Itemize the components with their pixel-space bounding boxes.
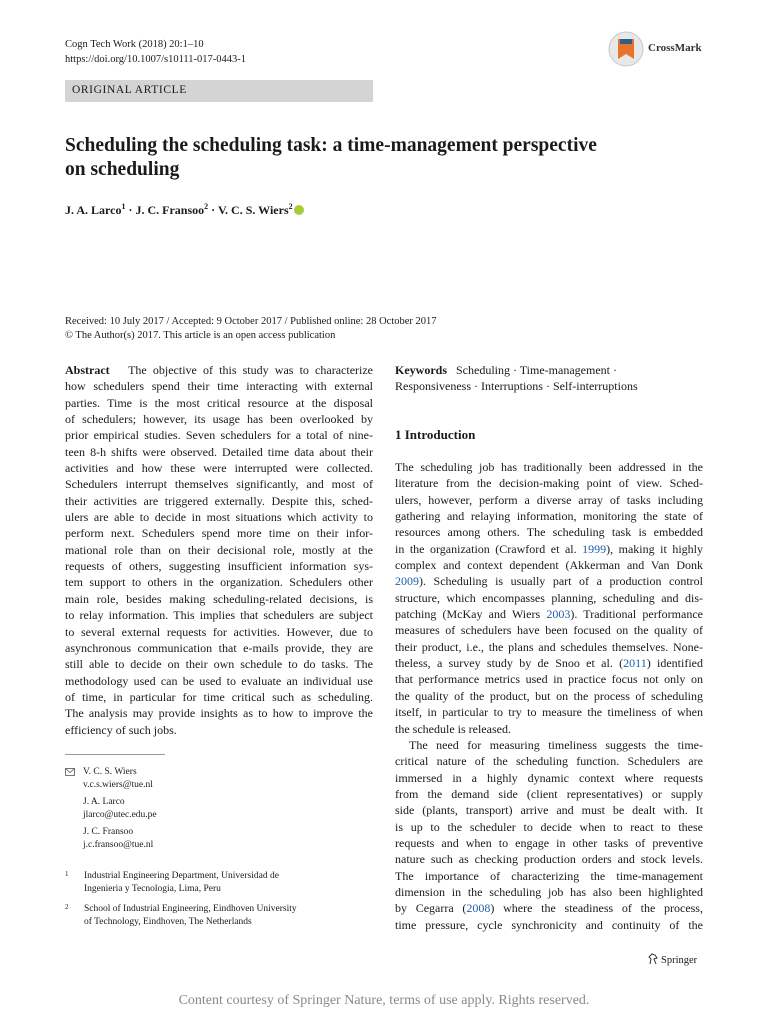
springer-horse-icon bbox=[648, 953, 658, 965]
abstract-line: to relay information. This implies that schedulers are subject bbox=[65, 608, 373, 623]
intro-line bbox=[395, 835, 703, 851]
intro-line bbox=[395, 802, 703, 818]
contact-name: J. A. Larco bbox=[83, 797, 125, 807]
crossmark-badge[interactable] bbox=[608, 31, 708, 69]
affiliation-number: 2 bbox=[65, 903, 69, 911]
intro-text: ). Scheduling is usually part of a production control bbox=[419, 574, 703, 589]
intro-text: The scheduling job has traditionally been addressed in the bbox=[395, 460, 703, 474]
affiliation-marker: 1 bbox=[121, 202, 126, 211]
intro-text: by Cegarra ( bbox=[395, 901, 467, 916]
intro-text: dimension in the scheduling job has also been highlighted bbox=[395, 884, 703, 899]
intro-text: patching (McKay and Wiers bbox=[395, 607, 547, 622]
footnote-rule bbox=[65, 754, 165, 755]
author-name[interactable]: V. C. S. Wiers bbox=[217, 203, 289, 217]
intro-line bbox=[395, 770, 703, 786]
intro-text: requests and when to engage in other tasks of preventive bbox=[395, 835, 703, 850]
intro-text: The importance of characterizing the time-management bbox=[395, 868, 703, 883]
affiliation-text: of Technology, Eindhoven, The Netherlands bbox=[84, 917, 252, 927]
abstract-line: activities and how these were interrupted were collected. bbox=[65, 461, 373, 476]
intro-text: The need for measuring timeliness suggests the time- bbox=[409, 737, 703, 752]
keywords-line bbox=[395, 362, 703, 378]
abstract-line: their activities are triggered externally. Despite this, sched- bbox=[65, 493, 373, 508]
intro-text: complex and context dependent (Akkerman and Van Donk bbox=[395, 558, 703, 573]
author-name[interactable]: J. A. Larco bbox=[65, 203, 122, 217]
intro-line bbox=[395, 786, 703, 802]
abstract-line: asynchronous communication that e-mails provide, they are bbox=[65, 640, 373, 655]
introduction-body bbox=[395, 459, 703, 933]
intro-line bbox=[395, 851, 703, 867]
affiliation-text: School of Industrial Engineering, Eindhoven University bbox=[84, 904, 297, 914]
intro-line bbox=[395, 704, 703, 720]
intro-text: is up to the scheduler to decide when to react to these bbox=[395, 819, 703, 834]
contact-name: J. C. Fransoo bbox=[83, 827, 134, 837]
abstract-line: how schedulers spend their time interacting with external bbox=[65, 379, 373, 394]
intro-text: their product, i.e., the plans and schedules themselves. None- bbox=[395, 639, 703, 654]
abstract-line: still able to decide on their own schedule to do tasks. The bbox=[65, 657, 373, 672]
intro-line bbox=[395, 868, 703, 884]
intro-line bbox=[395, 541, 703, 557]
copyright-line: © The Author(s) 2017. This article is an open access publication bbox=[65, 330, 336, 341]
intro-text: ), making it highly bbox=[606, 541, 704, 556]
contact-entry bbox=[65, 796, 365, 822]
intro-line bbox=[395, 590, 703, 606]
envelope-icon bbox=[65, 768, 75, 776]
abstract-line: to several external requests for activities. However, due to bbox=[65, 624, 373, 639]
intro-text: critical nature of the scheduling function. Schedulers are bbox=[395, 754, 703, 769]
abstract-first-line bbox=[65, 362, 373, 378]
abstract-label: Abstract bbox=[65, 363, 110, 377]
doi-link[interactable]: https://doi.org/10.1007/s10111-017-0443-1 bbox=[65, 54, 247, 65]
article-title bbox=[65, 134, 705, 182]
intro-line bbox=[395, 655, 703, 671]
intro-line bbox=[395, 688, 703, 704]
abstract-line: efficiency of such jobs. bbox=[65, 722, 177, 737]
intro-line bbox=[395, 721, 703, 737]
abstract bbox=[65, 362, 373, 738]
keywords-line: Responsiveness · Interruptions · Self-interruptions bbox=[395, 379, 638, 394]
article-type-label: ORIGINAL ARTICLE bbox=[72, 84, 187, 96]
intro-line bbox=[395, 917, 703, 933]
abstract-text: The objective of this study was to characterize bbox=[128, 363, 374, 377]
affiliation-marker: 2 bbox=[204, 202, 209, 211]
citation-link[interactable]: 1999 bbox=[582, 541, 607, 556]
abstract-line: Schedulers interrupt themselves significantly, and most of bbox=[65, 477, 373, 492]
intro-text: from the demand side (client representatives) or supply bbox=[395, 786, 703, 801]
publication-dates bbox=[65, 315, 437, 343]
crossmark-icon bbox=[608, 31, 644, 67]
affiliation-number: 1 bbox=[65, 870, 69, 878]
intro-text: the schedule is released. bbox=[395, 721, 511, 736]
citation-link[interactable]: 2008 bbox=[466, 901, 491, 916]
abstract-line: perform next. Schedulers spend more time on their infor- bbox=[65, 526, 373, 541]
intro-line bbox=[395, 639, 703, 655]
keywords-label: Keywords bbox=[395, 363, 447, 377]
publisher-label: Springer bbox=[661, 955, 698, 966]
citation-link[interactable]: 2009 bbox=[395, 574, 419, 589]
intro-text: resources among others. The scheduling task is embedded bbox=[395, 525, 703, 540]
contact-email[interactable]: j.c.fransoo@tue.nl bbox=[83, 840, 154, 850]
keywords bbox=[395, 362, 703, 395]
abstract-line: tem support to others in the organization. Schedulers other bbox=[65, 575, 373, 590]
intro-text: gathering and relaying information, monitoring the state of bbox=[395, 509, 703, 524]
intro-text: literature from the decision-making point of view. Sched- bbox=[395, 476, 703, 491]
footer-notice: Content courtesy of Springer Nature, terms of use apply. Rights reserved. bbox=[178, 993, 590, 1008]
intro-line bbox=[395, 492, 703, 508]
abstract-line: methodology used can be used to evaluate an individual use bbox=[65, 673, 373, 688]
intro-text: theless, a survey study by de Snoo et al. ( bbox=[395, 656, 624, 671]
affiliation-text: Industrial Engineering Department, Universidad de bbox=[84, 871, 279, 881]
contact-email[interactable]: jlarco@utec.edu.pe bbox=[83, 810, 157, 820]
contact-entry bbox=[65, 826, 365, 852]
intro-text: measures of schedulers have been focused on the quality of bbox=[395, 623, 703, 638]
affiliation-text: Ingenieria y Tecnologia, Lima, Peru bbox=[84, 884, 221, 894]
dates-line: Received: 10 July 2017 / Accepted: 9 October 2017 / Published online: 28 October 2017 bbox=[65, 316, 437, 327]
author-separator: · bbox=[125, 203, 136, 217]
journal-citation bbox=[65, 37, 246, 67]
intro-line bbox=[395, 753, 703, 769]
author-name[interactable]: J. C. Fransoo bbox=[135, 203, 205, 217]
keywords-text: Scheduling · Time-management · bbox=[456, 363, 617, 377]
abstract-line: requests of others, suggesting insufficient information sys- bbox=[65, 559, 373, 574]
citation-link[interactable]: 2003 bbox=[546, 607, 571, 622]
author-list bbox=[65, 202, 304, 218]
intro-line bbox=[395, 573, 703, 589]
intro-text: structure, which encompasses planning, scheduling and dis- bbox=[395, 590, 703, 605]
intro-text: immersed in a highly dynamic context where requests bbox=[395, 770, 703, 785]
intro-line bbox=[395, 737, 703, 753]
abstract-line: prior empirical studies. Seven schedulers for a total of nine- bbox=[65, 428, 373, 443]
intro-line bbox=[395, 606, 703, 622]
title-line-2: on scheduling bbox=[65, 159, 180, 180]
intro-text: the quality of the product, but on the process of scheduling bbox=[395, 688, 703, 703]
intro-text: ulers, however, perform a diverse array of tasks including bbox=[395, 492, 703, 507]
orcid-icon[interactable] bbox=[294, 205, 304, 215]
intro-text: in the organization (Crawford et al. bbox=[395, 541, 583, 556]
intro-line bbox=[395, 508, 703, 524]
intro-line bbox=[395, 475, 703, 491]
abstract-line: The analysis may provide insights as to how to improve the bbox=[65, 706, 373, 721]
intro-line bbox=[395, 900, 703, 916]
intro-line bbox=[395, 459, 703, 475]
title-line-1: Scheduling the scheduling task: a time-management perspective bbox=[65, 135, 597, 156]
abstract-line: of schedulers; however, its usage has been overlooked by bbox=[65, 412, 373, 427]
abstract-line: main role, besides making scheduling-related decisions, is bbox=[65, 591, 373, 606]
abstract-line: of time, in particular for time critical such as scheduling. bbox=[65, 689, 373, 704]
abstract-line: teen 8-h shifts were observed. Detailed time data about their bbox=[65, 444, 373, 459]
contact-list bbox=[65, 766, 365, 856]
intro-text: time pressure, cycle synchronicity and continuity of the bbox=[395, 917, 703, 932]
affiliation-marker: 2 bbox=[288, 202, 293, 211]
intro-text: nature such as checking production orders and stock levels. bbox=[395, 852, 703, 867]
intro-line bbox=[395, 884, 703, 900]
intro-line bbox=[395, 819, 703, 835]
contact-entry bbox=[65, 766, 365, 792]
intro-text: itself, in particular to try to measure the timeliness of when bbox=[395, 705, 703, 720]
publisher-mark bbox=[648, 953, 697, 966]
abstract-line: ulers are able to decide in most situations which activity to bbox=[65, 510, 373, 525]
intro-text: ) where the steadiness of the process, bbox=[490, 901, 703, 916]
article-type-band bbox=[65, 80, 373, 102]
intro-line bbox=[395, 671, 703, 687]
citation-link[interactable]: 2011 bbox=[623, 656, 647, 671]
crossmark-label: CrossMark bbox=[648, 42, 702, 54]
section-heading: 1 Introduction bbox=[395, 427, 476, 442]
intro-text: ) identified bbox=[646, 656, 703, 671]
intro-line bbox=[395, 557, 703, 573]
contact-email[interactable]: v.c.s.wiers@tue.nl bbox=[83, 780, 153, 790]
contact-name: V. C. S. Wiers bbox=[83, 767, 137, 777]
intro-line bbox=[395, 622, 703, 638]
intro-text: side (plants, transport) arrive and must be dealt with. It bbox=[395, 803, 703, 818]
intro-text: that performance metrics used in practice focus not only on bbox=[395, 672, 703, 687]
intro-line bbox=[395, 524, 703, 540]
author-separator: · bbox=[208, 203, 218, 217]
abstract-line: parties. Time is the most critical resource at the disposal bbox=[65, 395, 373, 410]
journal-line: Cogn Tech Work (2018) 20:1–10 bbox=[65, 39, 204, 50]
abstract-line: mational role than on their decisional role, mostly at the bbox=[65, 542, 373, 557]
intro-text: ). Traditional performance bbox=[570, 607, 703, 622]
